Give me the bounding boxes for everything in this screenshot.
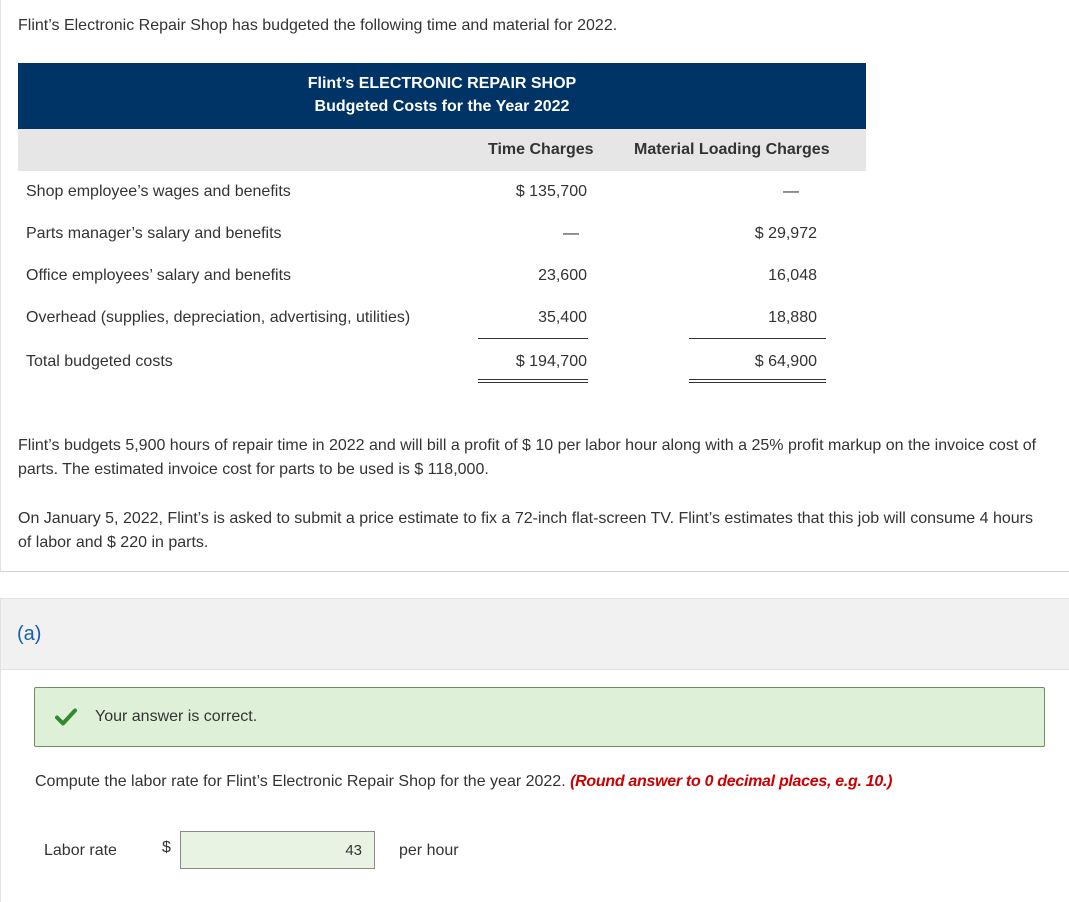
table-row [18,297,866,339]
material-value: $ 29,972 [754,225,817,242]
table-row [18,213,866,255]
question-prompt: Compute the labor rate for Flint’s Electronic Repair Shop for the year 2022. [35,773,566,790]
intro-text: Flint’s Electronic Repair Shop has budgeted the following time and material for 2022. [18,17,618,34]
total-label: Total budgeted costs [26,353,173,370]
column-header-row [18,129,866,171]
unit-label: per hour [399,842,459,859]
part-header [1,598,1069,670]
total-double-rule-material [689,379,826,383]
table-title-line1: Flint’s ELECTRONIC REPAIR SHOP [307,75,577,92]
table-row [18,255,866,297]
column-header-time: Time Charges [488,141,594,158]
time-value: 23,600 [538,267,587,284]
total-material-value: $ 64,900 [754,353,817,370]
row-label: Overhead (supplies, depreciation, advertising, utilities) [26,309,411,326]
labor-rate-input[interactable]: 43 [180,831,375,869]
problem-paragraph-1: Flint’s budgets 5,900 hours of repair time in 2022 and will bill a profit of $ 10 per labor hour along with a 25% profit markup on the invoice cost of parts. The estimated invoice cost for parts to be used is $ 118,000. [18,437,1037,478]
currency-symbol: $ [162,839,171,856]
row-label: Parts manager’s salary and benefits [26,225,282,242]
table-title-line2: Budgeted Costs for the Year 2022 [314,98,570,115]
part-border [0,598,1,902]
total-row [18,339,866,385]
time-value: — [563,225,579,242]
time-value: 35,400 [538,309,587,326]
budget-table [18,63,866,385]
card-border [0,0,1,572]
total-double-rule-time [478,379,588,383]
time-value: $ 135,700 [515,183,587,200]
material-value: 18,880 [768,309,817,326]
feedback-correct-banner [34,687,1045,747]
row-label: Shop employee’s wages and benefits [26,183,291,200]
checkmark-icon [55,706,77,728]
row-label: Office employees’ salary and benefits [26,267,292,284]
table-row [18,171,866,213]
feedback-text: Your answer is correct. [95,708,258,725]
question-text [35,773,892,791]
material-value: 16,048 [768,267,817,284]
table-title [18,63,866,129]
labor-rate-label: Labor rate [44,842,117,859]
problem-paragraph-2: On January 5, 2022, Flint’s is asked to submit a price estimate to fix a 72-inch flat-screen TV. Flint’s estimates that this job will consume 4 hours of labor and $ 220 in parts. [18,510,1033,551]
part-label: (a) [17,623,42,645]
rounding-instruction: (Round answer to 0 decimal places, e.g. 10.) [570,773,893,790]
card-divider [0,571,1069,572]
material-value: — [783,183,799,200]
total-time-value: $ 194,700 [515,353,587,370]
column-header-material: Material Loading Charges [634,141,830,158]
